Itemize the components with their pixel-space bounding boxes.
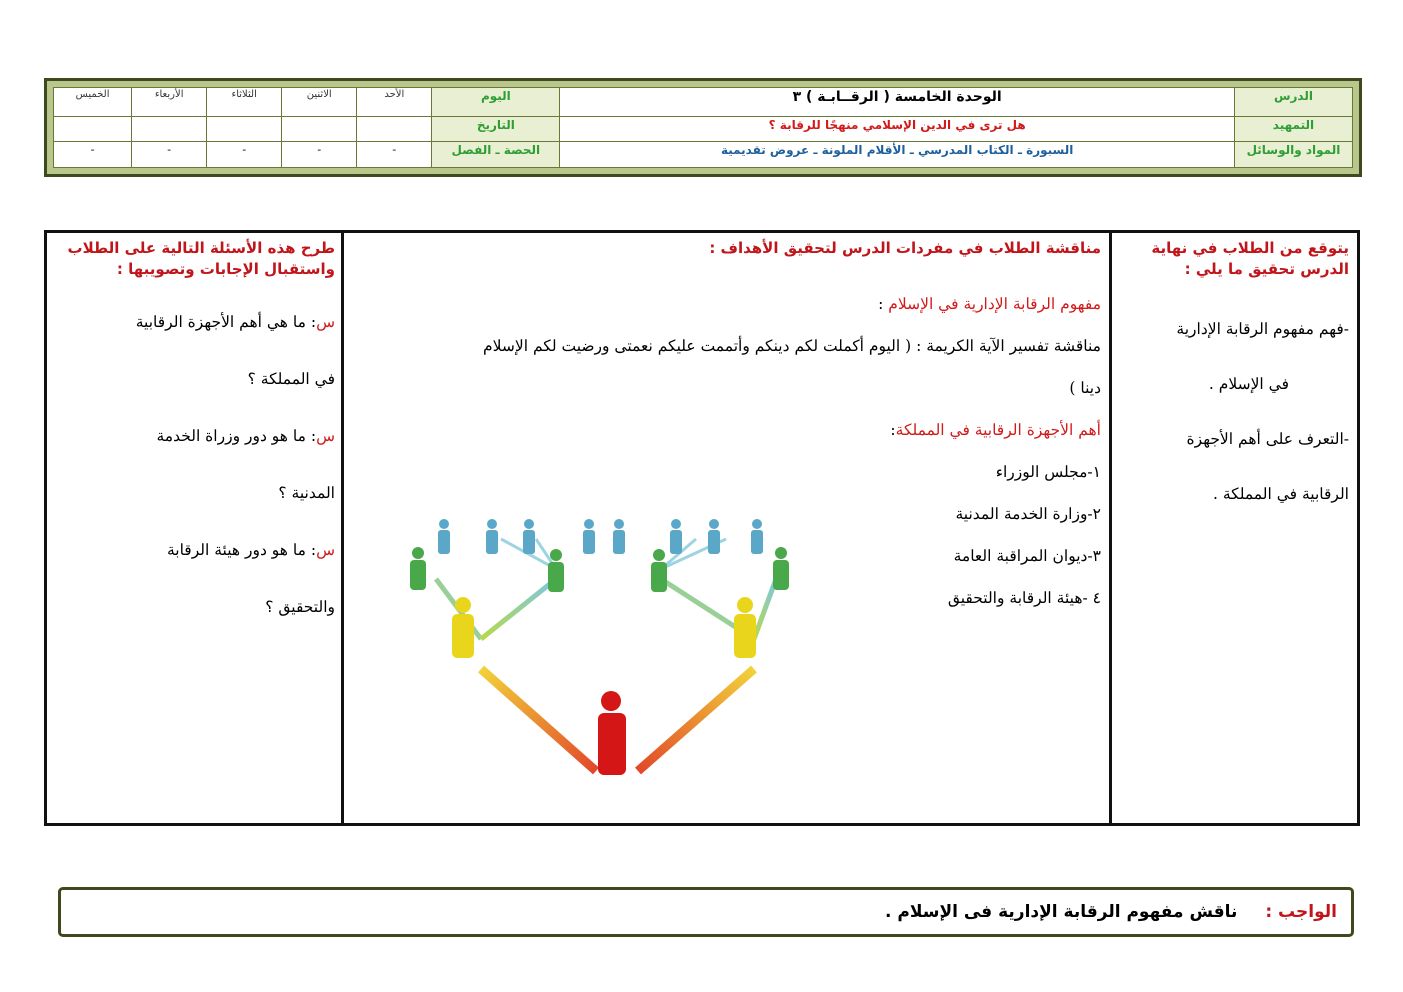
evaluation-heading: طرح هذه الأسئلة التالية على الطلاب واستقبال الإجابات وتصويبها : xyxy=(67,239,335,278)
date-cell xyxy=(207,116,282,142)
goals-list xyxy=(1120,302,1349,522)
homework-box xyxy=(58,887,1354,937)
date-cell xyxy=(54,116,132,142)
lesson-plan-table xyxy=(44,230,1360,826)
date-cell xyxy=(357,116,432,142)
goal-item: -فهم مفهوم الرقابة الإدارية xyxy=(1176,320,1349,338)
materials-value: السبورة ـ الكتاب المدرسي ـ الأقلام الملونة ـ عروض تقديمية xyxy=(560,142,1235,168)
agency-item: ٤ -هيئة الرقابة والتحقيق xyxy=(947,589,1101,607)
questions-list xyxy=(53,294,335,636)
question-text: : ما هو دور هيئة الرقابة xyxy=(166,541,317,559)
agency-item: ٣-ديوان المراقبة العامة xyxy=(953,547,1101,565)
agency-item: ١-مجلس الوزراء xyxy=(995,463,1101,481)
goal-item: الرقابية في المملكة . xyxy=(1212,485,1349,503)
goals-column xyxy=(1109,233,1357,823)
day-monday: الاثنين xyxy=(282,88,357,117)
arrow-to-left-manager xyxy=(481,669,596,771)
date-cell xyxy=(282,116,357,142)
blue-people-row xyxy=(438,519,763,554)
day-wednesday: الأربعاء xyxy=(132,88,207,117)
goal-item: في الإسلام . xyxy=(1208,375,1289,393)
day-label: اليوم xyxy=(432,88,560,117)
period-cell: - xyxy=(132,142,207,168)
intro-label: التمهيد xyxy=(1234,116,1352,142)
agency-item: ٢-وزارة الخدمة المدنية xyxy=(955,505,1101,523)
question-prefix: س xyxy=(316,541,335,559)
question-prefix: س xyxy=(316,313,335,331)
question-line xyxy=(53,408,335,465)
question-text: : ما هي أهم الأجهزة الرقابية xyxy=(135,313,317,331)
date-cell xyxy=(132,116,207,142)
red-leader-person xyxy=(598,691,626,775)
lesson-label: الدرس xyxy=(1234,88,1352,117)
goal-item: -التعرف على أهم الأجهزة xyxy=(1186,430,1349,448)
concept-title-suffix: : xyxy=(878,295,889,313)
lesson-header-table xyxy=(44,78,1362,177)
hierarchy-people-illustration xyxy=(406,519,796,809)
question-continuation: والتحقيق ؟ xyxy=(265,598,335,616)
day-thursday: الخميس xyxy=(54,88,132,117)
question-prefix: س xyxy=(316,427,335,445)
goals-heading: يتوقع من الطلاب في نهاية الدرس تحقيق ما يلي : xyxy=(1151,239,1349,278)
concept-title-line xyxy=(352,283,1101,325)
arrow xyxy=(754,579,776,639)
period-cell: - xyxy=(357,142,432,168)
period-cell: - xyxy=(54,142,132,168)
concept-title: مفهوم الرقابة الإدارية في الإسلام xyxy=(888,295,1101,313)
question-continuation: المدنية ؟ xyxy=(278,484,335,502)
agencies-title: أهم الأجهزة الرقابية في المملكة xyxy=(895,421,1101,439)
discussion-column xyxy=(341,233,1109,823)
evaluation-column xyxy=(47,233,341,823)
question-line xyxy=(53,294,335,351)
question-line xyxy=(53,522,335,579)
verse-line: مناقشة تفسير الآية الكريمة : ( اليوم أكملت لكم دينكم وأتممت عليكم نعمتى ورضيت لكم الإسلام xyxy=(483,337,1101,355)
homework-text: ناقش مفهوم الرقابة الإدارية فى الإسلام . xyxy=(884,902,1238,922)
question-text: : ما هو دور وزراة الخدمة xyxy=(156,427,317,445)
discussion-heading: مناقشة الطلاب في مفردات الدرس لتحقيق الأهداف : xyxy=(709,239,1101,257)
day-tuesday: الثلاثاء xyxy=(207,88,282,117)
period-cell: - xyxy=(207,142,282,168)
green-people-row xyxy=(410,547,789,592)
arrow xyxy=(481,579,556,639)
question-continuation: في المملكة ؟ xyxy=(247,370,335,388)
arrow-to-right-manager xyxy=(638,669,754,771)
materials-label: المواد والوسائل xyxy=(1234,142,1352,168)
day-sunday: الأحد xyxy=(357,88,432,117)
agencies-title-suffix: : xyxy=(890,421,896,439)
period-cell: - xyxy=(282,142,357,168)
lesson-title: الوحدة الخامسة ( الرقــابـة ) ٣ xyxy=(560,88,1235,117)
period-label: الحصة ـ الفصل xyxy=(432,142,560,168)
homework-label: الواجب : xyxy=(1265,902,1337,922)
intro-question: هل ترى في الدين الإسلامي منهجًا للرقابة ؟ xyxy=(560,116,1235,142)
verse-line: دينا ) xyxy=(1069,379,1101,397)
agencies-title-line xyxy=(352,409,1101,451)
date-label: التاريخ xyxy=(432,116,560,142)
